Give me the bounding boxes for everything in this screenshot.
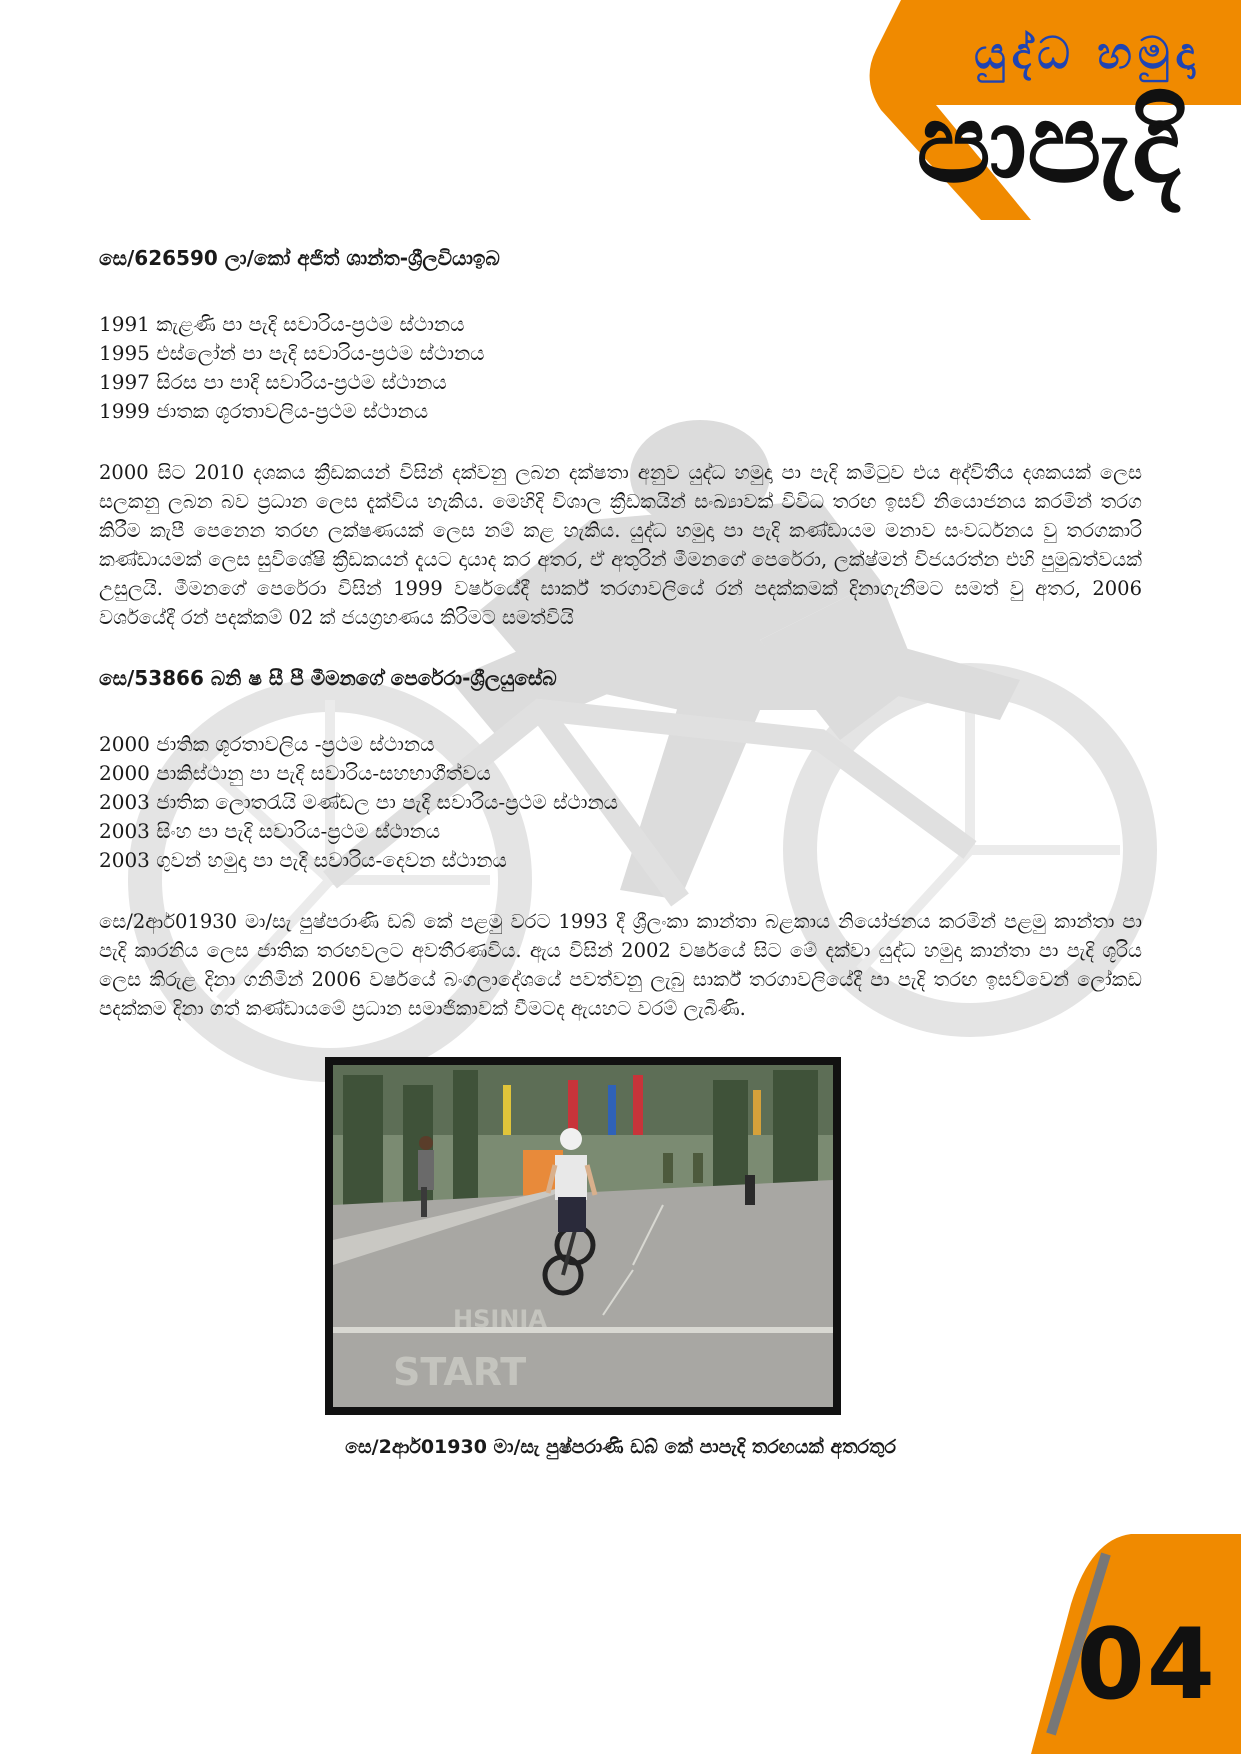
- list-item: 1999 ජාතක ශූරතාවලිය-ප්‍රථම ස්ථානය: [99, 399, 429, 423]
- paragraph-pushparani: සෙ/2ආර්01930 මා/සැ පුෂ්පරාණි ඩබ් කේ පළමු වරට 1993 දී ශ්‍රීලංකා කාන්තා බළකාය නියෝජනය කරමින් පළමු කාන්තා පා පැදි කාරනිය ලෙස ජාතික තරඟවලට අවතීරණවිය. ඇය විසින් 2002 වර්ෂයේ සිට මේ දක්වා යුද්ධ හමුදා කාන්තා පා පැදි ශූරිය ලෙස කිරුළ දිනා ගනිමින් 2006 වර්ෂයේ බංගලාදේශයේ පවත්වනු ලැබු සාර්ක් තරගාවලියේදී පා පැදි තරඟ ඉසව්වෙන් ලෝකඩ පදක්කම දිනා ගත් කණ්ඩායමේ ප්‍රධාන සමාජිකාවක් වීමටද ඇයහට වරම් ලැබිණි.: [99, 910, 1142, 1020]
- list-item: 2003 ගුවන් හමුදා පා පැදි සවාරිය-දෙවන ස්ථානය: [99, 848, 507, 872]
- cyclist-race-photo: [333, 1065, 833, 1407]
- list-item: 1997 සිරස පා පාදි සවාරිය-ප්‍රථම ස්ථානය: [99, 370, 447, 394]
- section2-heading: සෙ/53866 බනි ෂ සී පී මීමනගේ පෙරේරා-ශ්‍රීලයුසේබ: [99, 666, 557, 690]
- section1-heading: සෙ/626590 ලා/කෝ අජිත් ශාන්ත-ශ්‍රීලවියාඉබ: [99, 246, 500, 270]
- page-number: 04: [1076, 1608, 1217, 1722]
- section1-achievements: [99, 310, 1142, 426]
- road-marking-finish: HSINIA: [453, 1305, 547, 1333]
- list-item: 1995 එස්ලෝන් පා පැදි සවාරිය-ප්‍රථම ස්ථානය: [99, 341, 485, 365]
- list-item: 2003 ජාතික ලොතරැයි මණ්ඩල පා පැදි සවාරිය-ප්‍රථම ස්ථානය: [99, 790, 619, 814]
- section2-achievements: [99, 730, 1142, 875]
- list-item: 2000 ජාතික ශූරතාවලිය -ප්‍රථම ස්ථානය: [99, 732, 435, 756]
- photo-frame: [325, 1057, 841, 1415]
- page-title: පාපැදි: [916, 79, 1181, 207]
- road-marking-start: START: [393, 1350, 527, 1394]
- photo-caption: සෙ/2ආර්01930 මා/සැ පුෂ්පරාණි ඩබ් කේ පාපැදි තරඟයක් අතරතුර: [345, 1436, 896, 1458]
- header-subtitle: යුද්ධ හමුදා: [974, 28, 1201, 79]
- list-item: 1991 කැළණි පා පැදි සවාරිය-ප්‍රථම ස්ථානය: [99, 312, 465, 336]
- list-item: 2003 සිංහ පා පැදි සවාරිය-ප්‍රථම ස්ථානය: [99, 819, 441, 843]
- paragraph-decade: 2000 සිට 2010 දශකය ක්‍රීඩකයන් විසින් දක්වනු ලබන දක්ෂතා අනුව යුද්ධ හමුදා පා පැදි කමිටුව එය අද්විතීය දශකයක් ලෙස සලකනු ලබන බව ප්‍රධාන ලෙස දැක්විය හැකිය. මෙහිදි විශාල ක්‍රීඩකයින් සංඛ්‍යාවක් විවිධ තරඟ ඉසව් නියොජනය කරමින් තරග කිරීම කැපී පෙනෙන තරඟ ලක්ෂණයක් ලෙස නම් කළ හැකිය. යුද්ධ හමුදා පා පැදි කණ්ඩායම මනාව සංවර්ධනය වු තරගකාරි කණ්ඩායමක් ලෙස සුවිශේෂි ක්‍රීඩකයන් දැයට දායාද කර අතර, ඒ අතුරින් මීමනගේ පෙරේරා, ලක්ෂ්මන් විජයරත්න එහි පුමුඛත්වයක් උසුලයි. මීමනගේ පෙරේරා විසින් 1999 වර්ෂයේදී සාර්ක් තරගාවලියේ රන් පදක්කමක් දිනාගැනීමට සමත් වු අතර, 2006 වර්ශයේදී රන් පදක්කම් 02 ක් ජයග්‍රහණය කිරිමට සමත්වියි: [99, 461, 1142, 629]
- list-item: 2000 පාකිස්ථානු පා පැදි සවාරිය-සහභාගීත්වය: [99, 761, 491, 785]
- article-body: [99, 232, 1142, 1057]
